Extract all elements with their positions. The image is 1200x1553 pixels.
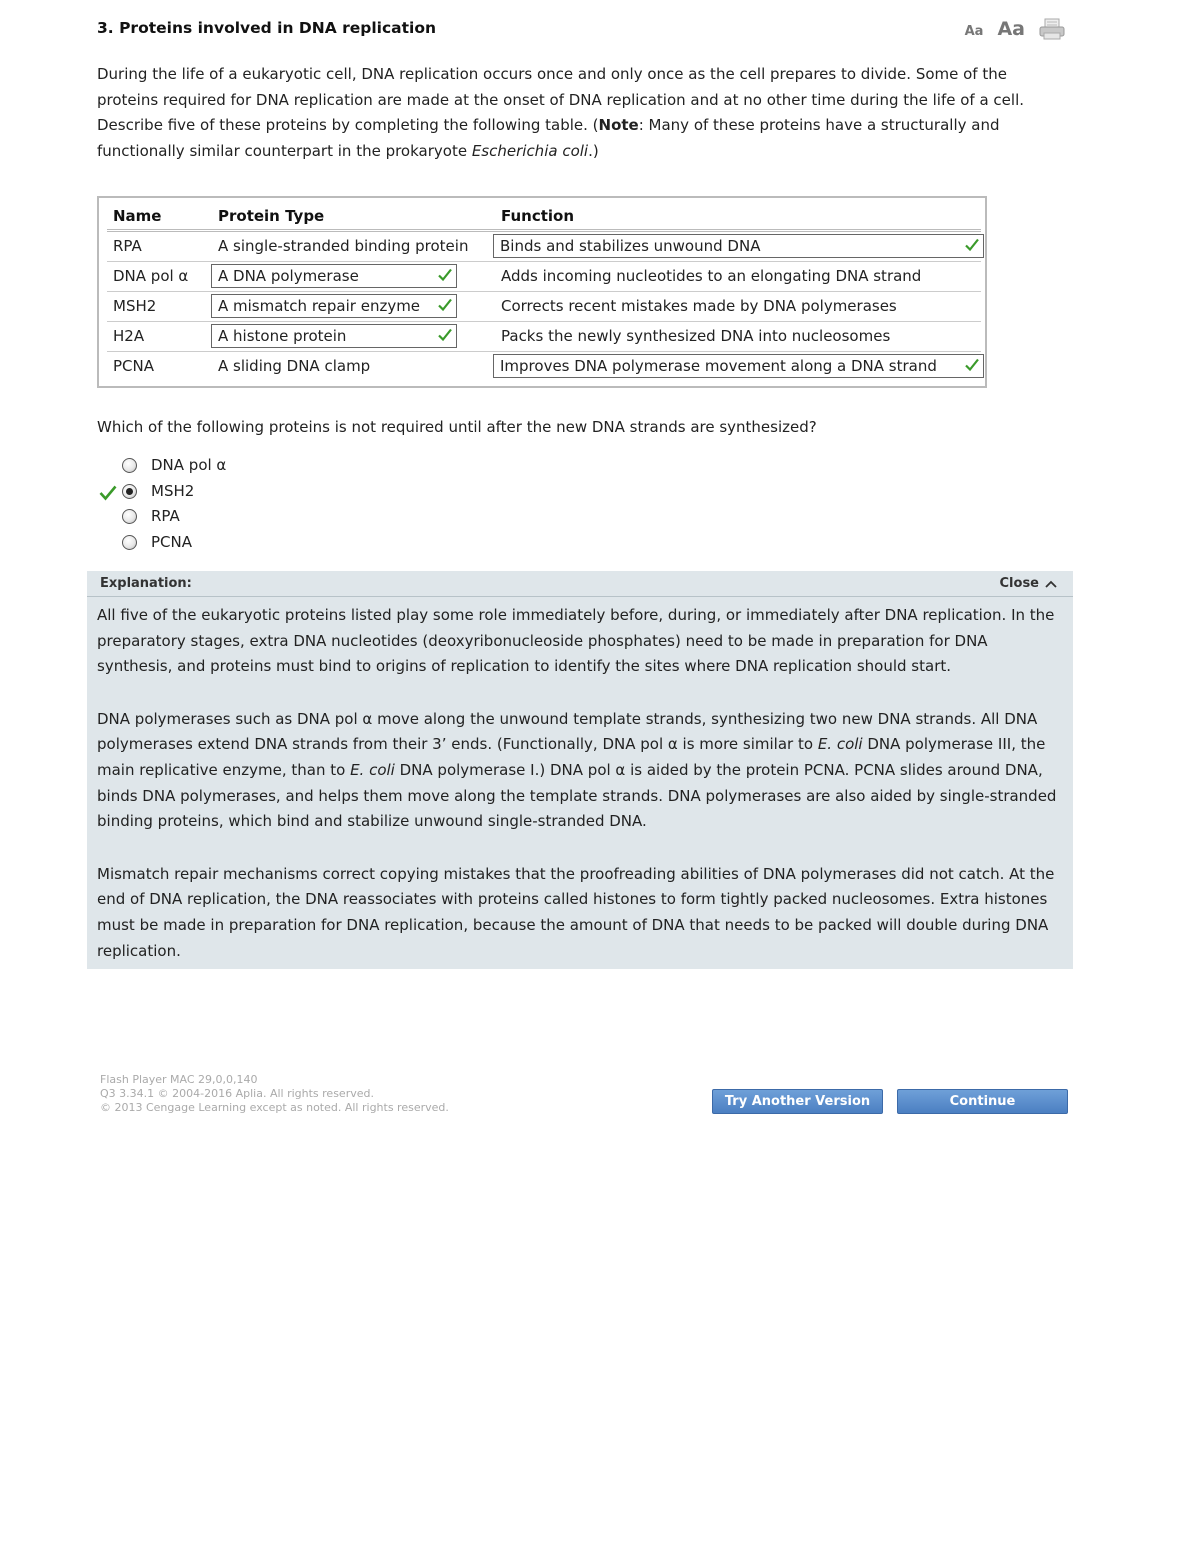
radio-button[interactable] (122, 535, 137, 550)
explanation-paragraph: DNA polymerases such as DNA pol α move along the unwound template strands, synthesizing two new DNA strands. All DNA polymerases extend DNA strands from their 3’ ends. (Functionally, DNA pol α is more similar to E. coli DNA polymerase III, the main replicative enzyme, than to E. coli DNA polymerase I.) DNA pol α is aided by the protein PCNA. PCNA slides around DNA, binds DNA polymerases, and helps them move along the template strands. DNA polymerases are also aided by single-stranded binding proteins, which bind and stabilize unwound single-stranded DNA. (97, 709, 1057, 831)
explanation-paragraph: All five of the eukaryotic proteins listed play some role immediately before, during, or immediately after DNA replication. In the preparatory stages, extra DNA nucleotides (deoxyribonucleoside phosphates) need to be made in preparation for DNA synthesis, and proteins must bind to origins of replication to identify the sites where DNA replication should start. (97, 606, 1055, 676)
protein-name: DNA pol α (113, 267, 189, 285)
header-protein-type: Protein Type (218, 207, 325, 225)
table-row (107, 292, 981, 322)
continue-button[interactable]: Continue (897, 1089, 1068, 1114)
mc-option-rpa[interactable]: RPA (96, 506, 396, 532)
explanation-panel (87, 571, 1073, 969)
radio-button[interactable] (122, 509, 137, 524)
question-intro: During the life of a eukaryotic cell, DNA replication occurs once and only once as the cell prepares to divide. Some of the proteins required for DNA replication are made at the onset of DNA replication and at no other time during the life of a cell. Describe five of these proteins by completing the following table. (Note: Many of these proteins have a structurally and functionally similar counterpart in the prokaryote Escherichia coli.) (97, 65, 1025, 160)
chevron-up-icon (1045, 580, 1057, 588)
table-row (107, 352, 981, 381)
toolbar (965, 18, 1065, 40)
protein-name: MSH2 (113, 297, 157, 315)
mc-option-pcna[interactable]: PCNA (96, 532, 396, 558)
flash-version: Flash Player MAC 29,0,0,140 (100, 1073, 258, 1086)
function-answer-box[interactable]: Binds and stabilizes unwound DNA (493, 234, 984, 258)
aplia-copyright: Q3 3.34.1 © 2004-2016 Aplia. All rights reserved. (100, 1087, 374, 1100)
protein-function: Adds incoming nucleotides to an elongating DNA strand (501, 267, 922, 285)
mc-option-dna-pol[interactable]: DNA pol α (96, 455, 396, 481)
protein-type: A sliding DNA clamp (218, 357, 371, 375)
protein-table (97, 196, 987, 388)
check-icon (438, 328, 452, 342)
protein-name: PCNA (113, 357, 155, 375)
decrease-font-button[interactable]: Aa (964, 23, 984, 39)
table-row (107, 262, 981, 292)
printer-icon[interactable] (1039, 18, 1065, 40)
note-label: Note (598, 116, 639, 135)
close-explanation-button[interactable]: Close (1000, 576, 1057, 591)
protein-type: A single-stranded binding protein (218, 237, 469, 255)
type-answer-box[interactable]: A mismatch repair enzyme (211, 294, 457, 318)
cengage-copyright: © 2013 Cengage Learning except as noted. All rights reserved. (100, 1101, 449, 1114)
protein-function: Corrects recent mistakes made by DNA polymerases (501, 297, 897, 315)
try-another-version-button[interactable]: Try Another Version (712, 1089, 883, 1114)
organism-name: Escherichia coli (471, 141, 589, 160)
table-row (107, 232, 981, 262)
check-icon (438, 298, 452, 312)
header-name: Name (113, 207, 162, 225)
type-answer-box[interactable]: A DNA polymerase (211, 264, 457, 288)
function-answer-box[interactable]: Improves DNA polymerase movement along a DNA strand (493, 354, 984, 378)
question-header (97, 18, 1067, 44)
protein-name: H2A (113, 327, 145, 345)
explanation-paragraph: Mismatch repair mechanisms correct copying mistakes that the proofreading abilities of DNA polymerases did not catch. At the end of DNA replication, the DNA reassociates with proteins called histones to form tightly packed nucleosomes. Extra histones must be made in preparation for DNA replication, because the amount of DNA that needs to be packed will double during DNA replication. (97, 864, 1055, 960)
table-row (107, 322, 981, 352)
mc-options (96, 455, 396, 558)
protein-function: Packs the newly synthesized DNA into nucleosomes (501, 327, 891, 345)
protein-name: RPA (113, 237, 142, 255)
radio-button[interactable] (122, 458, 137, 473)
radio-button-selected[interactable] (122, 484, 137, 499)
explanation-header (87, 571, 1073, 597)
header-function: Function (501, 207, 575, 225)
check-icon (965, 238, 979, 252)
explanation-title: Explanation: (100, 576, 192, 591)
type-answer-box[interactable]: A histone protein (211, 324, 457, 348)
explanation-body (97, 603, 1057, 991)
mc-prompt: Which of the following proteins is not required until after the new DNA strands are synthesized? (97, 418, 817, 436)
mc-option-msh2[interactable]: MSH2 (96, 481, 396, 507)
question-title: 3. Proteins involved in DNA replication (97, 19, 437, 37)
table-header (107, 203, 981, 232)
increase-font-button[interactable]: Aa (997, 18, 1025, 40)
footer-info (100, 1073, 449, 1115)
check-icon (438, 268, 452, 282)
check-icon (99, 485, 117, 501)
check-icon (965, 358, 979, 372)
